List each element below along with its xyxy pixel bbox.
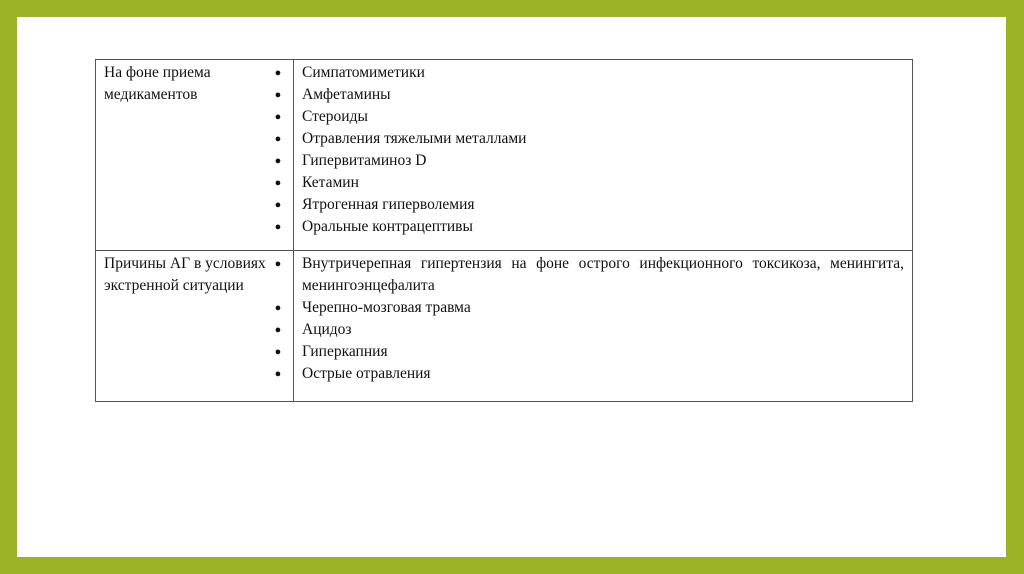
table-row: [96, 251, 913, 402]
list-item: Стероиды: [302, 108, 368, 125]
list-item: Ацидоз: [302, 321, 352, 338]
bullet-icon: ●: [274, 199, 282, 211]
bullet-icon: ●: [274, 89, 282, 101]
bullet-icon: ●: [274, 133, 282, 145]
list-item: Оральные контрацептивы: [302, 218, 473, 235]
row-label: На фоне приема медикаментов: [104, 64, 211, 103]
bullet-icon: ●: [274, 302, 282, 314]
bullet-icon: ●: [274, 155, 282, 167]
bullet-icon: ●: [274, 368, 282, 380]
list-item: Гипервитаминоз D: [302, 152, 427, 169]
list-item: Острые отравления: [302, 365, 431, 382]
items-list: [294, 60, 912, 244]
list-item: Гиперкапния: [302, 343, 388, 360]
bullet-icon: ●: [274, 111, 282, 123]
row-items-cell: [294, 251, 913, 402]
slide: [17, 17, 1006, 557]
list-item: Кетамин: [302, 174, 359, 191]
bullet-icon: ●: [274, 177, 282, 189]
row-items-cell: [294, 60, 913, 251]
list-item: Отравления тяжелыми металлами: [302, 130, 527, 147]
list-item: Внутричерепная гипертензия на фоне острого инфекционного токсикоза, менингита, менингоэнцефалита: [302, 255, 904, 294]
row-label-cell: [96, 251, 294, 402]
items-list: [294, 251, 912, 391]
bullet-column: [272, 253, 284, 385]
bullet-icon: ●: [274, 346, 282, 358]
bullet-icon: ●: [274, 221, 282, 233]
bullet-column: [272, 62, 284, 238]
row-label: Причины АГ в условиях экстренной ситуации: [104, 255, 266, 294]
row-label-cell: [96, 60, 294, 251]
bullet-icon: ●: [274, 258, 282, 270]
causes-table: [95, 59, 913, 402]
table-row: [96, 60, 913, 251]
list-item: Черепно-мозговая травма: [302, 299, 471, 316]
list-item: Ятрогенная гиперволемия: [302, 196, 475, 213]
bullet-icon: ●: [274, 324, 282, 336]
list-item: Симпатомиметики: [302, 64, 425, 81]
bullet-icon: ●: [274, 67, 282, 79]
list-item: Амфетамины: [302, 86, 391, 103]
